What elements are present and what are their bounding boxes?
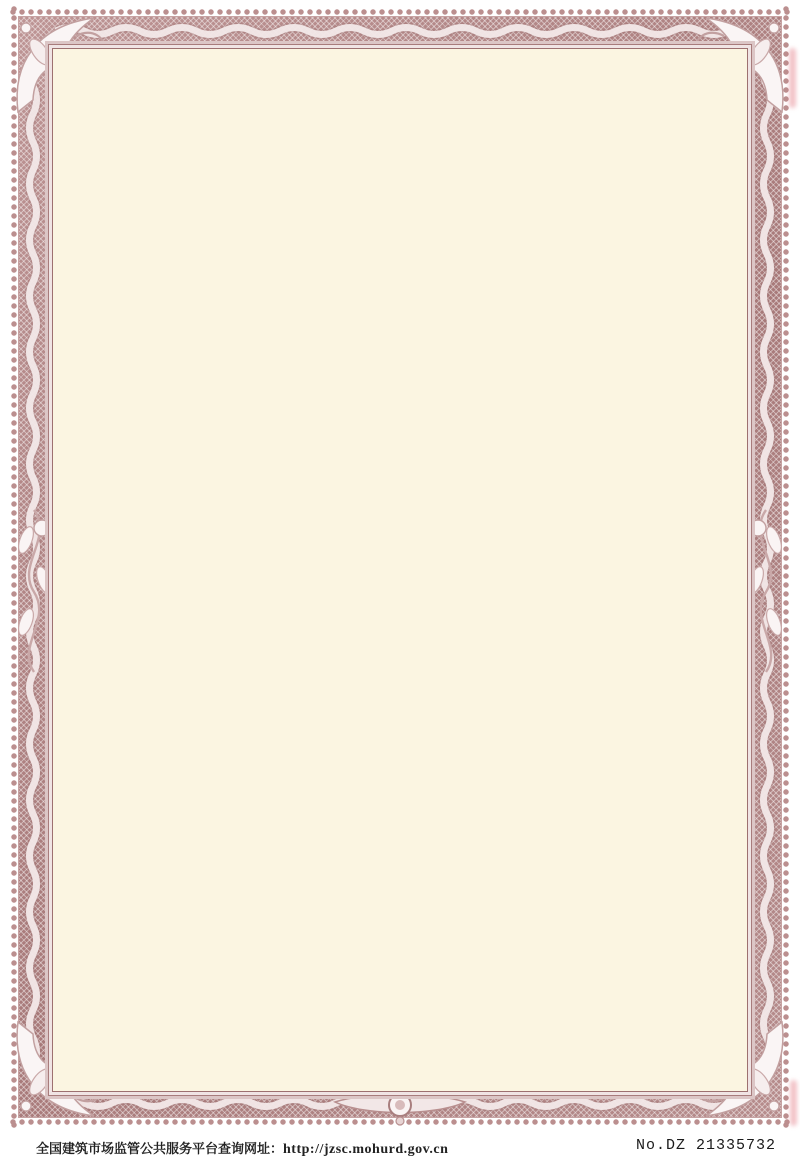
- scan-smudge: [790, 1080, 797, 1126]
- ornamental-border: [8, 6, 792, 1128]
- serial-number: 21335732: [696, 1137, 777, 1154]
- side-flourish-icon: [742, 506, 788, 676]
- footer-query-label: 全国建筑市场监管公共服务平台查询网址：: [36, 1141, 284, 1156]
- scan-smudge: [789, 48, 796, 108]
- bottom-medallion-icon: [325, 1090, 475, 1128]
- serial-prefix: No.DZ: [636, 1137, 687, 1154]
- border-inner-line: [52, 48, 748, 1092]
- footer-query-url: http://jzsc.mohurd.gov.cn: [283, 1142, 449, 1157]
